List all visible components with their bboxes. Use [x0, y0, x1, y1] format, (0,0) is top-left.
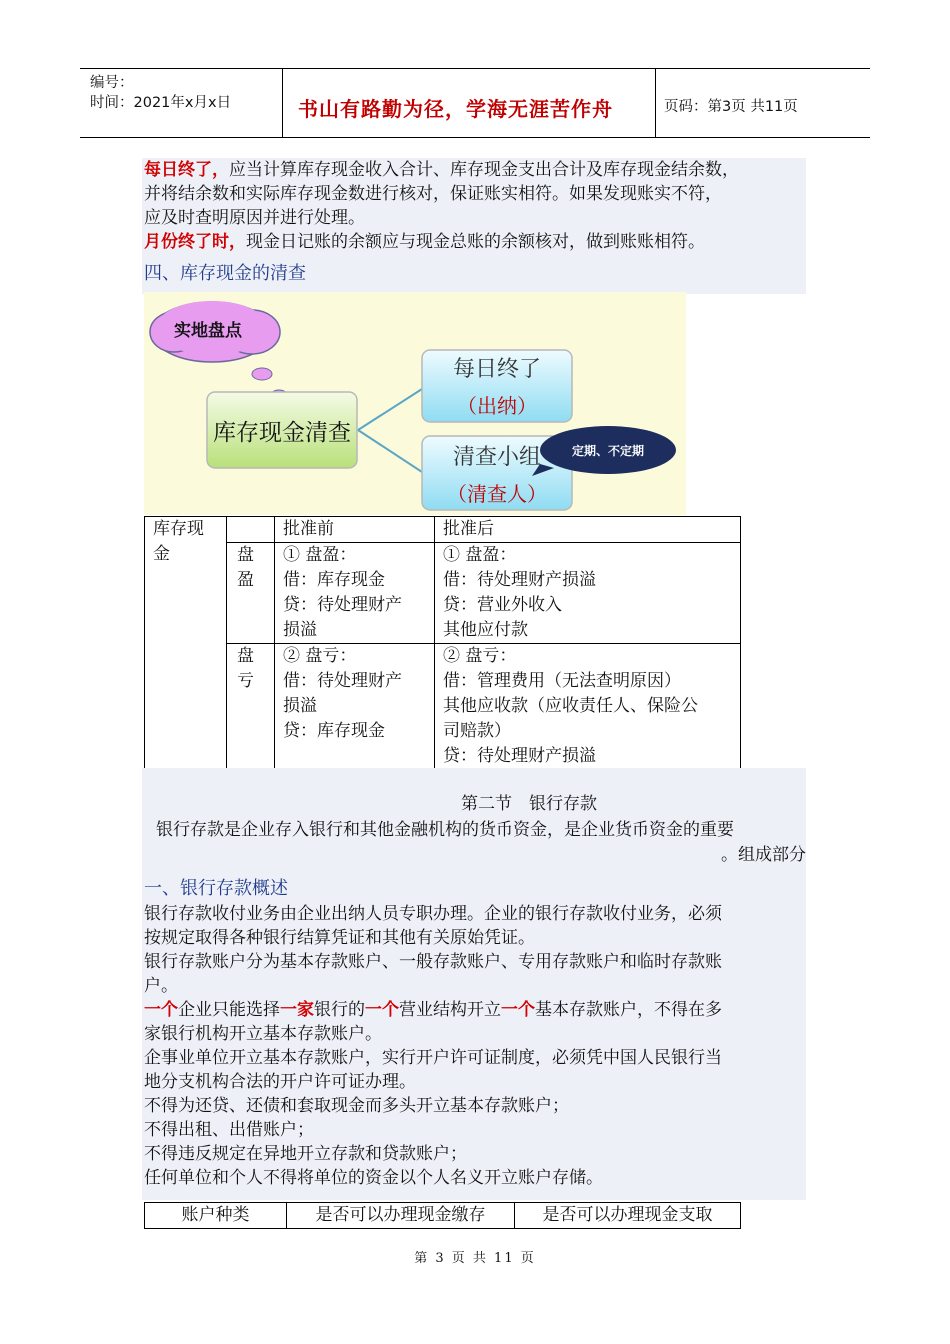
- cell-line: 贷：库存现金: [283, 721, 385, 741]
- header-time: 时间：2021年x月x日: [90, 95, 232, 111]
- paragraph-text: 营业结构开立: [399, 1000, 501, 1020]
- col-header-cash-withdraw: 是否可以办理现金支取: [515, 1203, 741, 1229]
- intro-text: 银行存款是企业存入银行和其他金融机构的货币资金，是企业货币资金的重要: [156, 820, 734, 840]
- header-page-number: 页码：第3页 共11页: [664, 99, 798, 115]
- header-number: 编号：: [90, 75, 134, 91]
- table-cell: [227, 543, 275, 644]
- box-daily-line2: （出纳）: [457, 394, 537, 418]
- cash-check-table: [144, 516, 741, 770]
- cell-line: 借：待处理财产损溢: [443, 570, 596, 590]
- paragraph-text: 不得为还贷、还债和套取现金而多头开立基本存款账户；: [144, 1096, 569, 1116]
- cell-line: 贷：待处理财产: [283, 595, 402, 615]
- box-team-line1: 清查小组: [452, 445, 541, 470]
- cell-line: 司赔款）: [443, 721, 511, 741]
- col-header-account-type: 账户种类: [145, 1203, 287, 1229]
- row-header-cash: 库存现金: [153, 519, 204, 564]
- col-header-cash-deposit: 是否可以办理现金缴存: [287, 1203, 515, 1229]
- cell-line: ② 盘亏：: [283, 646, 357, 666]
- cell-line: 损溢: [283, 620, 317, 640]
- paragraph-text: 并将结余数和实际库存现金数进行核对，保证账实相符。如果发现账实不符，: [144, 184, 722, 204]
- emphasis-daily-end: 每日终了，: [144, 160, 229, 180]
- paragraph-text: 基本存款账户，不得在多: [535, 1000, 722, 1020]
- page-header: [80, 68, 870, 138]
- paragraph-text: 银行存款账户分为基本存款账户、一般存款账户、专用存款账户和临时存款账: [144, 952, 722, 972]
- paragraph-text: 按规定取得各种银行结算凭证和其他有关原始凭证。: [144, 928, 535, 948]
- paragraph-text: 现金日记账的余额应与现金总账的余额核对，做到账账相符。: [246, 232, 705, 252]
- main-box-label: 库存现金清查: [213, 420, 351, 446]
- paragraph-text: 地分支机构合法的开户许可证办理。: [144, 1072, 416, 1092]
- emphasis-one-bank: 一家: [280, 1000, 314, 1020]
- cell-line: 其他应收款（应收责任人、保险公: [443, 696, 698, 716]
- emphasis-month-end: 月份终了时，: [144, 232, 246, 252]
- paragraph-text: 企业只能选择: [178, 1000, 280, 1020]
- section-heading: 一、银行存款概述: [144, 878, 288, 899]
- table-cell: [275, 543, 435, 644]
- emphasis-one: 一个: [144, 1000, 178, 1020]
- table-cell: [227, 644, 275, 770]
- section-heading: 四、库存现金的清查: [144, 263, 306, 284]
- bubble-label: 定期、不定期: [571, 444, 644, 458]
- emphasis-one: 一个: [501, 1000, 535, 1020]
- paragraph-text: 银行存款收付业务由企业出纳人员专职办理。企业的银行存款收付业务，必须: [144, 904, 722, 924]
- table-cell: [275, 644, 435, 770]
- row-label-shortage: 盘亏: [237, 646, 254, 691]
- table-cell: [145, 517, 227, 770]
- col-header-after: 批准后: [435, 517, 741, 543]
- cell-line: 借：待处理财产: [283, 671, 402, 691]
- table-cell: [435, 644, 741, 770]
- intro-text: 。组成部分: [721, 845, 806, 865]
- col-header-before: 批准前: [275, 517, 435, 543]
- cell-line: ① 盘盈：: [443, 545, 517, 565]
- box-daily-line1: 每日终了: [452, 357, 541, 382]
- section-title: 第二节 银行存款: [461, 794, 597, 814]
- paragraph-text: 应及时查明原因并进行处理。: [144, 208, 365, 228]
- paragraph-text: 不得违反规定在异地开立存款和贷款账户；: [144, 1144, 467, 1164]
- cell-line: 损溢: [283, 696, 317, 716]
- cash-check-diagram: [144, 292, 686, 515]
- table-cell: [227, 517, 275, 543]
- page-footer: 第 3 页 共 11 页: [414, 1251, 536, 1266]
- cell-line: ② 盘亏：: [443, 646, 517, 666]
- header-motto: 书山有路勤为径，学海无涯苦作舟: [298, 97, 613, 121]
- paragraph-text: 任何单位和个人不得将单位的资金以个人名义开立账户存储。: [144, 1168, 603, 1188]
- connector-lines: [358, 389, 422, 472]
- paragraph-text: 不得出租、出借账户；: [144, 1120, 314, 1140]
- cash-check-text: [142, 158, 806, 294]
- emphasis-one: 一个: [365, 1000, 399, 1020]
- cell-line: 贷：待处理财产损溢: [443, 746, 596, 766]
- row-label-surplus: 盘盈: [237, 545, 254, 590]
- bank-deposit-section: [142, 768, 806, 1200]
- cell-line: 借：库存现金: [283, 570, 385, 590]
- cell-line: 其他应付款: [443, 620, 528, 640]
- box-team-line2: （清查人）: [447, 482, 547, 506]
- table-cell: [435, 543, 741, 644]
- header-divider: [655, 69, 656, 137]
- paragraph-text: 银行的: [314, 1000, 365, 1020]
- paragraph-text: 应当计算库存现金收入合计、库存现金支出合计及库存现金结余数，: [229, 160, 739, 180]
- paragraph-text: 家银行机构开立基本存款账户。: [144, 1024, 382, 1044]
- paragraph-text: 企事业单位开立基本存款账户，实行开户许可证制度，必须凭中国人民银行当: [144, 1048, 722, 1068]
- cell-line: ① 盘盈：: [283, 545, 357, 565]
- account-type-table: [144, 1202, 741, 1229]
- header-meta: [90, 73, 231, 113]
- header-divider: [282, 69, 283, 137]
- cell-line: 借：管理费用（无法查明原因）: [443, 671, 681, 691]
- cloud-label: 实地盘点: [174, 321, 242, 341]
- paragraph-text: 户。: [144, 976, 178, 996]
- cell-line: 贷：营业外收入: [443, 595, 562, 615]
